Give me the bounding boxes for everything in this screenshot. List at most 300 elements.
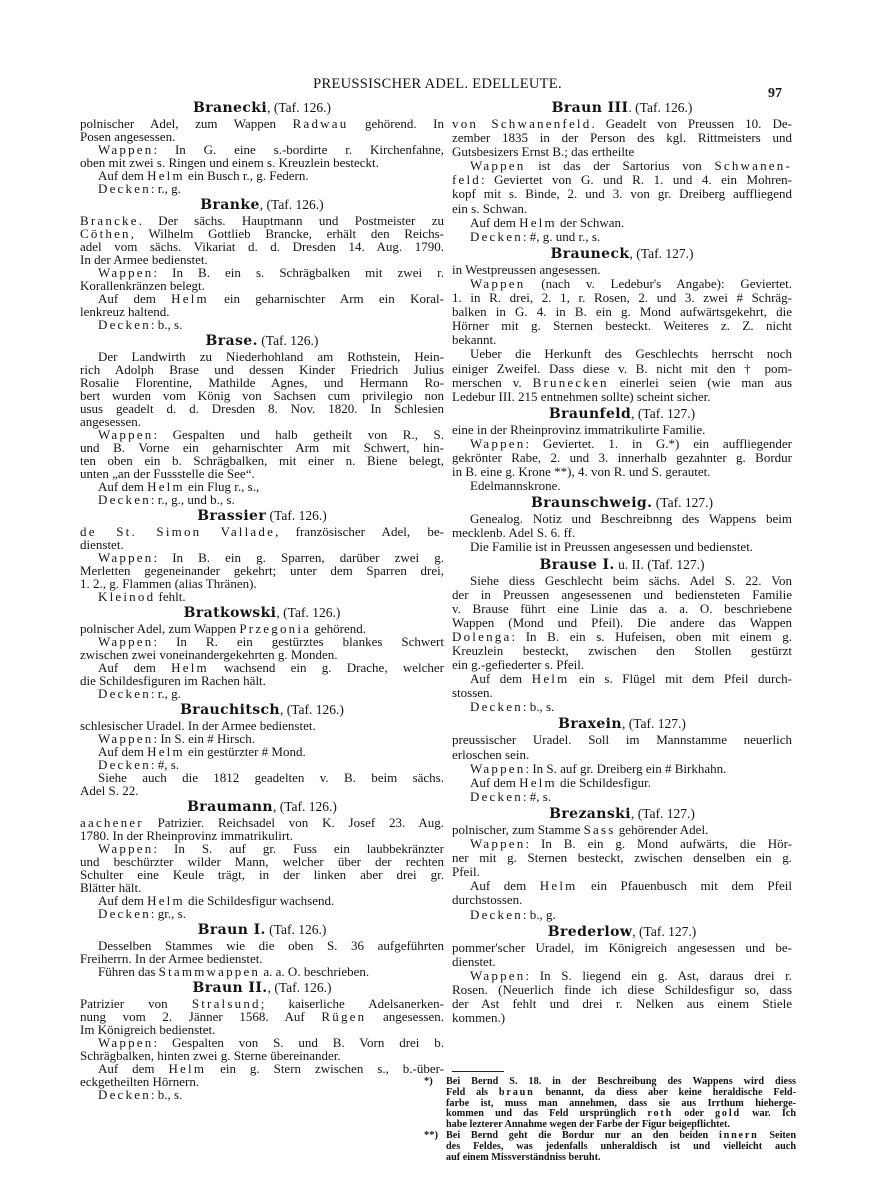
spaced-term: Wappen bbox=[98, 731, 154, 746]
spaced-term: Wappen bbox=[98, 142, 154, 157]
text-line: feld: Geviertet von G. und R. 1. und 4. ein Mohren- bbox=[452, 172, 792, 188]
text-line: Siehe diess Geschlecht beim sächs. Adel S. 22. Von bbox=[470, 572, 792, 588]
entry bbox=[80, 100, 444, 195]
text-line: von Schwanenfeld. Geadelt von Preussen 10. De- bbox=[452, 116, 792, 131]
entry-heading bbox=[80, 197, 444, 213]
entry-name: Braun II. bbox=[192, 980, 268, 996]
spaced-term: Helm bbox=[531, 671, 570, 687]
text-line: Posen angesessen. bbox=[80, 129, 176, 144]
entry-heading bbox=[80, 799, 444, 815]
text-line: Blätter hält. bbox=[80, 880, 142, 895]
text-line: Dolenga: In B. ein s. Hufeisen, oben mit einem g. bbox=[452, 628, 792, 644]
text-line: Schrägbalken, hinten zwei g. Sterne übereinander. bbox=[80, 1048, 341, 1063]
running-head: PREUSSISCHER ADEL. EDELLEUTE. bbox=[313, 76, 562, 92]
footnote-mark: **) bbox=[424, 1129, 438, 1141]
entry-name: Brederlow bbox=[547, 923, 633, 940]
text-line: Decken: #, g. und r., s. bbox=[470, 228, 601, 244]
paragraph bbox=[452, 479, 792, 493]
entry bbox=[80, 922, 444, 978]
paragraph bbox=[80, 771, 444, 797]
text-line: adel vom sächs. Vikariat d. d. Dresden 14. Aug. 1790. bbox=[80, 239, 444, 254]
text-line: 1780. In der Rheinprovinz immatrikulirt. bbox=[80, 828, 294, 843]
spaced-term: Decken bbox=[98, 1087, 151, 1102]
spaced-term: Decken bbox=[98, 686, 151, 701]
text-line: Wappen: In G. eine s.-bordirte r. Kirchenfahne, bbox=[98, 142, 444, 157]
paragraph bbox=[80, 907, 444, 920]
text-line: Wappen: In S. auf gr. Dreiberg ein # Birkhahn. bbox=[470, 760, 727, 776]
entry-name: Branke bbox=[200, 197, 260, 213]
text-line: Schulter eine Keule trägt, in der linken aber drei gr. bbox=[80, 867, 444, 882]
text-line: aachener Patrizier. Reichsadel von K. Josef 23. Aug. bbox=[80, 815, 444, 830]
spaced-term: Wappen bbox=[470, 967, 526, 983]
paragraph bbox=[80, 842, 444, 894]
paragraph bbox=[452, 277, 792, 347]
text-line: Bei Bernd S. 18. in der Beschreibung des Wappens wird diess bbox=[446, 1076, 796, 1087]
text-line: Rosalie Florentine, Mathilde Agnes, und Hermann Ro- bbox=[80, 375, 444, 390]
text-line: Wappen: Gespalten von S. und B. Vorn drei b. bbox=[98, 1035, 444, 1050]
spaced-term: Decken bbox=[470, 228, 523, 244]
text-line: Bei Bernd geht die Bordur nur an den beiden innern Seiten bbox=[446, 1129, 796, 1141]
footnote-mark: *) bbox=[424, 1076, 433, 1087]
spaced-term: Decken bbox=[98, 181, 151, 196]
text-line: pommer'scher Uradel, im Königreich angesessen und be- bbox=[452, 939, 792, 955]
text-line: Auf dem Helm die Schildesfigur wachsend. bbox=[98, 893, 335, 908]
paragraph bbox=[80, 214, 444, 266]
paragraph bbox=[80, 1036, 444, 1062]
spaced-term: Wappen bbox=[470, 836, 526, 852]
text-line: Wappen: In S. auf gr. Fuss ein laubbekränzter bbox=[98, 841, 444, 856]
text-line: Cöthen, Wilhelm Gottlieb Brancke, erhält den Reichs- bbox=[80, 226, 444, 241]
text-line: der Ast fehlt und drei r. Nelken aus einem Stiele bbox=[452, 995, 792, 1011]
text-line: Auf dem Helm der Schwan. bbox=[470, 214, 625, 230]
text-line: ein s. Schwan. bbox=[452, 200, 528, 216]
text-line: dienstet. bbox=[80, 537, 124, 552]
text-line: Desselben Stammes wie die oben S. 36 aufgeführten bbox=[98, 938, 444, 953]
spaced-term: Helm bbox=[147, 744, 185, 759]
entry-name: Brause I. bbox=[539, 556, 615, 573]
text-line: einiger Zweifel. Dass diese v. B. nicht mit den † pom- bbox=[452, 360, 792, 376]
spaced-term: Helm bbox=[171, 291, 209, 306]
spaced-term: Radwau bbox=[292, 116, 349, 131]
text-line: Wappen: In S. ein # Hirsch. bbox=[98, 731, 255, 746]
text-line: 1. in R. drei, 2. 1, r. Rosen, 2. und 3. zwei # Schräg- bbox=[452, 290, 792, 306]
entry bbox=[452, 495, 792, 554]
paragraph bbox=[80, 292, 444, 318]
spaced-term: roth bbox=[647, 1108, 674, 1120]
text-line: Adel S. 22. bbox=[80, 783, 139, 798]
spaced-term: Stammwappen bbox=[158, 964, 261, 979]
spaced-term: gold bbox=[715, 1108, 741, 1120]
entry-name: Braumann bbox=[187, 799, 273, 815]
paragraph bbox=[452, 908, 792, 922]
text-line: Siehe auch die 1812 geadelten v. B. beim sächs. bbox=[98, 770, 444, 785]
text-line: bekannt. bbox=[452, 332, 497, 348]
text-line: polnischer Adel, zum Wappen Przegonia gehörend. bbox=[80, 621, 367, 636]
spaced-term: Wappen bbox=[98, 265, 154, 280]
text-line: Auf dem Helm wachsend ein g. Drache, welcher bbox=[98, 660, 444, 675]
entry-heading bbox=[80, 100, 444, 116]
entry-heading bbox=[80, 980, 444, 996]
paragraph bbox=[452, 216, 792, 230]
entry-name: Brezanski bbox=[549, 805, 631, 822]
spaced-term: Wappen bbox=[98, 841, 154, 856]
spaced-term: Decken bbox=[470, 699, 523, 715]
paragraph bbox=[452, 347, 792, 403]
entry-name: Branecki bbox=[192, 100, 268, 116]
paragraph bbox=[452, 512, 792, 540]
entry bbox=[80, 702, 444, 797]
plate-reference: (Taf. 126.) bbox=[266, 508, 327, 523]
spaced-term: Stralsund bbox=[191, 996, 261, 1011]
paragraph bbox=[80, 551, 444, 590]
text-line: Wappen: In B. ein g. Mond aufwärts, die Hör- bbox=[470, 836, 792, 852]
text-line: polnischer Adel, zum Wappen Radwau gehörend. In bbox=[80, 116, 445, 131]
entry bbox=[452, 716, 792, 803]
text-line: Auf dem Helm ein Busch r., g. Federn. bbox=[98, 168, 309, 183]
paragraph bbox=[80, 525, 444, 551]
paragraph bbox=[452, 733, 792, 761]
text-line: Auf dem Helm ein gestürzter # Mond. bbox=[98, 744, 306, 759]
paragraph bbox=[80, 350, 444, 428]
paragraph bbox=[452, 837, 792, 879]
entry bbox=[80, 508, 444, 603]
text-line: schlesischer Uradel. In der Armee bedienstet. bbox=[80, 718, 316, 733]
paragraph bbox=[80, 590, 444, 603]
text-line: Auf dem Helm die Schildesfigur. bbox=[470, 774, 652, 790]
text-line: angesessen. bbox=[80, 414, 142, 429]
page-number: 97 bbox=[768, 86, 782, 101]
paragraph bbox=[80, 428, 444, 480]
entry-heading bbox=[452, 246, 792, 262]
entry-heading bbox=[452, 406, 792, 422]
text-line: Gutsbesizers Ernst B.; das ertheilte bbox=[452, 144, 635, 160]
entry-name: Brassier bbox=[197, 508, 267, 524]
right-column bbox=[452, 98, 792, 1025]
spaced-term: Helm bbox=[168, 1061, 207, 1076]
entry bbox=[452, 406, 792, 493]
entry-name: Braun III bbox=[551, 100, 629, 116]
plate-reference: , (Taf. 126.) bbox=[280, 702, 344, 717]
entry-heading bbox=[452, 716, 792, 732]
text-line: Auf dem Helm ein g. Stern zwischen s., b.-über- bbox=[98, 1061, 444, 1076]
entry-heading bbox=[80, 333, 444, 349]
spaced-term: Decken bbox=[470, 906, 523, 922]
text-line: Feld als braun benannt, da diess aber keine heraldische Feld- bbox=[446, 1086, 796, 1098]
entry-name: Brase. bbox=[205, 333, 258, 349]
spaced-term: Przegonia bbox=[239, 621, 312, 636]
text-line: usus geadelt d. d. Dresden 8. Nov. 1820. In Schlesien bbox=[80, 401, 444, 416]
text-line: die Schildesfiguren im Rachen hält. bbox=[80, 673, 266, 688]
spaced-term: Decken bbox=[470, 788, 523, 804]
paragraph bbox=[452, 437, 792, 479]
text-line: v. Brause führt eine Linie das a. a. O. beschriebene bbox=[452, 600, 792, 616]
text-line: in Westpreussen angesessen. bbox=[452, 261, 601, 277]
text-line: des Feldes, was jedenfalls unheraldisch ist und vielleicht auch bbox=[446, 1140, 796, 1152]
entry-name: Braxein bbox=[558, 716, 622, 733]
plate-reference: , (Taf. 126.) bbox=[272, 799, 337, 814]
spaced-term: innern bbox=[718, 1129, 759, 1141]
entry-name: Braunschweig. bbox=[531, 495, 653, 512]
entry-name: Braunfeld bbox=[548, 405, 632, 422]
spaced-term: Decken bbox=[98, 492, 151, 507]
text-line: Wappen: In S. liegend ein g. Ast, daraus drei r. bbox=[470, 967, 792, 983]
entry bbox=[452, 924, 792, 1026]
footnotes bbox=[424, 1077, 796, 1163]
paragraph bbox=[80, 318, 444, 331]
spaced-term: Wappen bbox=[98, 427, 154, 442]
spaced-term: aachener bbox=[80, 815, 144, 830]
spaced-term: Helm bbox=[147, 168, 185, 183]
text-line: preussischer Uradel. Soll im Mannstamme neuerlich bbox=[452, 732, 792, 748]
text-line: und B. Vorne ein geharnischter Arm mit Schwert, hin- bbox=[80, 440, 444, 455]
paragraph bbox=[452, 700, 792, 714]
paragraph bbox=[80, 1062, 444, 1088]
paragraph bbox=[452, 790, 792, 804]
entry bbox=[80, 799, 444, 920]
text-line: zember 1835 in der Person des kgl. Rittmeisters und bbox=[452, 130, 792, 146]
paragraph bbox=[452, 776, 792, 790]
spaced-term: Decken bbox=[98, 906, 151, 921]
plate-reference: (Taf. 127.) bbox=[652, 495, 713, 511]
entry-heading bbox=[452, 495, 792, 511]
footnote bbox=[424, 1131, 796, 1163]
text-line: bert wurden vom König von Sachsen cum privilegio non bbox=[80, 388, 444, 403]
paragraph bbox=[80, 661, 444, 687]
entry-heading bbox=[80, 605, 444, 621]
text-line: Auf dem Helm ein Flug r., s., bbox=[98, 479, 260, 494]
text-line: ein g.-gefiederter s. Pfeil. bbox=[452, 657, 585, 673]
paragraph bbox=[80, 1088, 444, 1101]
entry-name: Braun I. bbox=[197, 922, 266, 938]
text-line: eine in der Rheinprovinz immatrikulirte Familie. bbox=[452, 421, 706, 437]
paragraph bbox=[452, 423, 792, 437]
text-line: lenkreuz haltend. bbox=[80, 304, 170, 319]
spaced-term: Wappen bbox=[98, 1035, 154, 1050]
plate-reference: , (Taf. 127.) bbox=[632, 923, 697, 939]
text-line: Der Landwirth zu Niederhohland am Rothstein, Hein- bbox=[98, 349, 444, 364]
spaced-term: Helm bbox=[147, 893, 185, 908]
text-line: Decken: r., g. bbox=[98, 181, 181, 196]
paragraph bbox=[452, 230, 792, 244]
paragraph bbox=[80, 182, 444, 195]
text-line: Wappen: In R. ein gestürztes blankes Schwert bbox=[98, 634, 444, 649]
spaced-term: Decken bbox=[98, 757, 151, 772]
entry-heading bbox=[80, 508, 444, 524]
text-line: Decken: b., g. bbox=[470, 906, 556, 922]
paragraph bbox=[80, 117, 444, 143]
spaced-term: Kleinod bbox=[98, 589, 156, 604]
spaced-term: de St. Simon Vallade bbox=[80, 524, 276, 539]
spaced-term: Dolenga bbox=[452, 628, 512, 644]
text-line: Edelmannskrone. bbox=[470, 478, 561, 494]
text-line: Im Königreich bedienstet. bbox=[80, 1022, 216, 1037]
entry-heading bbox=[452, 100, 792, 116]
paragraph bbox=[452, 672, 792, 700]
text-line: Decken: b., s. bbox=[98, 1087, 183, 1102]
spaced-term: Cöthen bbox=[80, 226, 131, 241]
text-line: der in Preussen angesessenen und bediensteten Familie bbox=[452, 586, 792, 602]
text-line: Decken: #, s. bbox=[98, 757, 180, 772]
plate-reference: (Taf. 126.) bbox=[265, 922, 327, 937]
text-line: Decken: r., g., und b., s. bbox=[98, 492, 235, 507]
entry bbox=[80, 980, 444, 1101]
text-line: Hörner mit g. Sternen besteckt. Weiteres z. Z. nicht bbox=[452, 318, 792, 334]
text-line: Die Familie ist in Preussen angesessen und bedienstet. bbox=[470, 539, 754, 555]
paragraph bbox=[452, 117, 792, 159]
text-line: dienstet. bbox=[452, 953, 496, 969]
paragraph bbox=[80, 266, 444, 292]
text-line: polnischer, zum Stamme Sass gehörender Adel. bbox=[452, 821, 709, 837]
spaced-term: Brancke bbox=[80, 213, 139, 228]
spaced-term: Helm bbox=[147, 479, 185, 494]
paragraph bbox=[80, 997, 444, 1036]
plate-reference: u. II. (Taf. 127.) bbox=[614, 556, 705, 572]
text-line: auf einem Missverständniss beruht. bbox=[446, 1151, 601, 1163]
plate-reference: . (Taf. 126.) bbox=[628, 100, 693, 115]
plate-reference: , (Taf. 126.) bbox=[259, 197, 324, 212]
text-line: Rosen. (Neuerlich finde ich diese Schildesfigur so, dass bbox=[452, 981, 792, 997]
text-line: balken in G. 4. in B. ein g. Mond aufwärtsgekehrt, die bbox=[452, 304, 792, 320]
spaced-term: Sass bbox=[583, 821, 616, 837]
entry-heading bbox=[452, 557, 792, 573]
entry-name: Bratkowski bbox=[183, 605, 277, 621]
text-line: Wappen (Mond und Pfeil). Die andere das Wappen bbox=[452, 614, 792, 630]
text-line: Auf dem Helm ein Pfauenbusch mit dem Pfeil bbox=[470, 878, 792, 894]
text-line: Brancke. Der sächs. Hauptmann und Postmeister zu bbox=[80, 213, 444, 228]
entry bbox=[80, 333, 444, 506]
footnote bbox=[424, 1077, 796, 1131]
spaced-term: feld bbox=[452, 172, 482, 188]
entry-name: Brauneck bbox=[550, 245, 630, 262]
text-line: Kleinod fehlt. bbox=[98, 589, 186, 604]
paragraph bbox=[452, 941, 792, 969]
spaced-term: Wappen bbox=[470, 760, 526, 776]
text-line: Decken: gr., s. bbox=[98, 906, 186, 921]
entry-name: Brauchitsch bbox=[180, 702, 280, 718]
entry bbox=[452, 557, 792, 715]
spaced-term: Wappen bbox=[470, 158, 526, 174]
paragraph bbox=[452, 969, 792, 1025]
text-line: 1. 2., g. Flammen (alias Thränen). bbox=[80, 576, 257, 591]
entry bbox=[80, 197, 444, 331]
text-line: Decken: r., g. bbox=[98, 686, 181, 701]
text-line: Genealog. Notiz und Beschreibnng des Wappens beim bbox=[470, 511, 792, 527]
text-line: erloschen sein. bbox=[452, 746, 530, 762]
spaced-term: Helm bbox=[539, 878, 578, 894]
paragraph bbox=[80, 939, 444, 965]
spaced-term: Helm bbox=[171, 660, 209, 675]
footnote-divider bbox=[452, 1071, 504, 1072]
spaced-term: von Schwanenfeld bbox=[452, 116, 592, 131]
text-line: Decken: #, s. bbox=[470, 788, 552, 804]
text-line: ten oben ein b. Schrägbalken, mit einer n. Biene belegt, bbox=[80, 453, 444, 468]
entry bbox=[452, 806, 792, 922]
paragraph bbox=[80, 493, 444, 506]
spaced-term: Wappen bbox=[98, 634, 154, 649]
text-line: kommen.) bbox=[452, 1010, 506, 1026]
text-line: Wappen (nach v. Ledebur's Angabe): Geviertet. bbox=[470, 275, 792, 291]
plate-reference: (Taf. 126.) bbox=[257, 333, 319, 348]
plate-reference: , (Taf. 127.) bbox=[631, 405, 696, 421]
paragraph bbox=[452, 823, 792, 837]
paragraph bbox=[80, 635, 444, 661]
text-line: de St. Simon Vallade, französischer Adel, be- bbox=[80, 524, 445, 539]
spaced-term: Helm bbox=[519, 214, 557, 230]
text-line: zwischen zwei voneinandergekehrten g. Monden. bbox=[80, 647, 338, 662]
paragraph bbox=[452, 263, 792, 277]
text-line: Decken: b., s. bbox=[98, 317, 183, 332]
paragraph bbox=[452, 159, 792, 215]
text-line: Patrizier von Stralsund; kaiserliche Adelsanerken- bbox=[80, 996, 444, 1011]
text-line: Pfeil. bbox=[452, 864, 480, 880]
plate-reference: , (Taf. 126.) bbox=[267, 980, 332, 995]
text-line: stossen. bbox=[452, 685, 493, 701]
text-line: Ueber die Herkunft des Geschlechts herrscht noch bbox=[470, 346, 792, 362]
text-line: in B. eine g. Krone **), 4. von R. und S. gerautet. bbox=[452, 464, 711, 480]
text-line: Freiherrn. In der Armee bedienstet. bbox=[80, 951, 263, 966]
text-line: Kreuzlein besteckt, zwischen den Stollen gestürzt bbox=[452, 643, 792, 658]
left-column bbox=[80, 98, 444, 1101]
text-line: kommen und das Feld ursprünglich roth oder gold war. Ich bbox=[446, 1108, 796, 1120]
text-line: gekrönter Rabe, 2. und 3. innerhalb gezahnter g. Bordur bbox=[452, 449, 792, 465]
paragraph bbox=[452, 762, 792, 776]
text-line: nung vom 2. Jänner 1568. Auf Rügen angesessen. bbox=[80, 1009, 444, 1024]
paragraph bbox=[452, 540, 792, 554]
text-line: kopf mit s. Binde, 2. und 3. von gr. Dreiberg auffliegend bbox=[452, 186, 792, 202]
paragraph bbox=[452, 879, 792, 907]
text-line: Wappen: Geviertet. 1. in G.*) ein auffliegender bbox=[470, 435, 792, 451]
spaced-term: Schwanen- bbox=[714, 158, 792, 174]
entry bbox=[452, 246, 792, 404]
entry bbox=[452, 100, 792, 244]
plate-reference: , (Taf. 126.) bbox=[267, 100, 332, 115]
spaced-term: Wappen bbox=[470, 435, 526, 451]
text-line: oben mit zwei s. Ringen und einem s. Kreuzlein besteckt. bbox=[80, 155, 379, 170]
paragraph bbox=[452, 574, 792, 673]
text-line: ner mit g. Sternen besteckt, zwischen denselben ein g. bbox=[452, 850, 792, 866]
text-line: In der Armee bedienstet. bbox=[80, 252, 208, 267]
text-line: Wappen: In B. ein g. Sparren, darüber zwei g. bbox=[98, 550, 444, 565]
spaced-term: Decken bbox=[98, 317, 151, 332]
text-line: Korallenkränzen belegt. bbox=[80, 278, 205, 293]
spaced-term: Helm bbox=[519, 774, 557, 790]
entry bbox=[80, 605, 444, 700]
spaced-term: Wappen bbox=[98, 550, 154, 565]
text-line: unten „an der Fussstelle die See“. bbox=[80, 466, 255, 481]
entry-heading bbox=[80, 922, 444, 938]
text-line: rich Adolph Brase und dessen Kinder Friedrich Julius bbox=[80, 362, 444, 377]
text-line: Auf dem Helm ein geharnischter Arm ein Koral- bbox=[98, 291, 444, 306]
spaced-term: braun bbox=[498, 1086, 535, 1098]
entry-heading bbox=[80, 702, 444, 718]
text-line: Führen das Stammwappen a. a. O. beschrieben. bbox=[98, 964, 370, 979]
paragraph bbox=[80, 143, 444, 169]
text-line: farbe ist, muss man annehmen, dass sie aus Irrthum hieherge- bbox=[446, 1097, 796, 1109]
text-line: Wappen: Gespalten und halb getheilt von R., S. bbox=[98, 427, 444, 442]
spaced-term: Wappen bbox=[470, 275, 526, 291]
text-line: und beschürzter wilder Mann, welcher über der rechten bbox=[80, 854, 444, 869]
text-line: Wappen ist das der Sartorius von Schwanen- bbox=[470, 158, 792, 174]
plate-reference: , (Taf. 126.) bbox=[276, 605, 341, 620]
paragraph bbox=[80, 965, 444, 978]
text-line: eckgetheilten Hörnern. bbox=[80, 1074, 200, 1089]
text-line: Wappen: In B. ein s. Schrägbalken mit zwei r. bbox=[98, 265, 444, 280]
paragraph bbox=[80, 687, 444, 700]
plate-reference: , (Taf. 127.) bbox=[630, 805, 695, 821]
text-line: merschen v. Brunecken einerlei seien (wie man aus bbox=[452, 374, 793, 390]
spaced-term: Rügen bbox=[321, 1009, 367, 1024]
plate-reference: , (Taf. 127.) bbox=[621, 716, 686, 732]
